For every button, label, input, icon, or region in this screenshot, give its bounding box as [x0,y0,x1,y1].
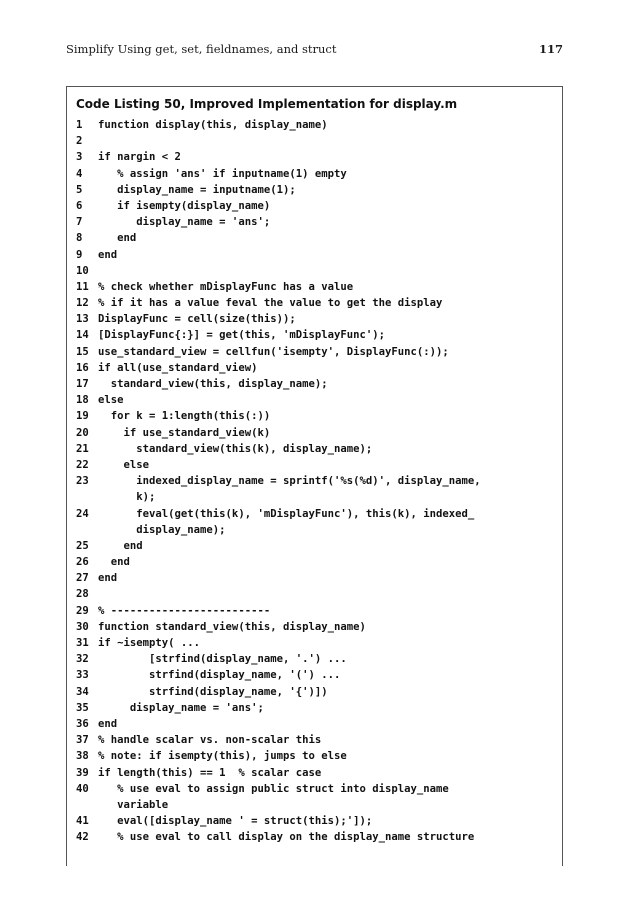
line-code: display_name = inputname(1); [98,183,296,196]
line-number: 40 [76,782,89,795]
line-code: if length(this) == 1 % scalar case [98,766,322,779]
code-line [67,732,562,748]
line-number: 34 [76,685,89,698]
code-line [67,781,562,797]
line-number: 22 [76,458,89,471]
line-number: 39 [76,766,89,779]
code-listing-caption: Code Listing 50, Improved Implementation for display.m [76,97,458,111]
line-number: 24 [76,507,89,520]
code-line [67,247,562,263]
line-number: 42 [76,831,89,844]
code-line [67,619,562,635]
code-line [67,279,562,295]
line-code: if isempty(display_name) [98,199,271,212]
page-number: 117 [538,42,563,56]
line-code: % use eval to assign public struct into display_name [98,782,449,795]
code-line [67,457,562,473]
line-code: strfind(display_name, '(') ... [98,669,341,682]
line-number: 19 [76,410,89,423]
line-code: if all(use_standard_view) [98,361,258,374]
line-code: k); [98,491,156,504]
line-number: 29 [76,604,89,617]
code-line [67,166,562,182]
line-code: display_name = 'ans'; [98,701,264,714]
code-line [67,554,562,570]
line-number: 37 [76,734,89,747]
line-code: % assign 'ans' if inputname(1) empty [98,167,347,180]
line-code: if ~isempty( ... [98,637,201,649]
line-code: standard_view(this, display_name); [98,378,328,390]
line-code: end [98,717,118,730]
code-line [67,651,562,667]
line-code: for k = 1:length(this(:)) [98,410,271,423]
line-number: 4 [76,167,83,180]
line-number: 16 [76,361,89,374]
code-line [67,149,562,165]
code-line [67,311,562,327]
code-line [67,360,562,376]
line-code: end [98,232,137,245]
line-code: [DisplayFunc{:}] = get(this, 'mDisplayFunc'); [98,329,386,342]
line-code: end [98,539,143,552]
line-code: feval(get(this(k), 'mDisplayFunc'), this(k), indexed_ [98,507,475,520]
code-line [67,327,562,343]
line-number: 18 [76,394,89,407]
line-number: 17 [76,378,89,390]
running-header-title: Simplify Using get, set, fieldnames, and struct [66,42,337,56]
line-number: 26 [76,556,89,569]
line-number: 31 [76,637,89,649]
code-line [67,376,562,392]
line-number: 23 [76,475,89,488]
code-line [67,489,562,505]
line-code: if use_standard_view(k) [98,426,271,439]
code-line [67,133,562,149]
code-line [67,344,562,360]
line-code: DisplayFunc = cell(size(this)); [98,313,296,326]
line-number: 36 [76,717,89,730]
line-code: else [98,394,124,407]
code-line [67,684,562,700]
line-number: 15 [76,345,89,358]
line-number: 38 [76,750,89,763]
running-header [66,42,563,58]
code-line [67,716,562,732]
code-line [67,667,562,683]
line-code: % check whether mDisplayFunc has a value [98,280,354,293]
code-line [67,214,562,230]
code-line [67,230,562,246]
code-line [67,813,562,829]
line-number: 6 [76,199,83,212]
line-number: 33 [76,669,89,682]
line-number: 9 [76,248,83,261]
code-line [67,586,562,602]
line-number: 30 [76,620,89,633]
line-number: 13 [76,313,89,326]
line-code: function display(this, display_name) [98,119,328,131]
code-line [67,700,562,716]
code-line [67,829,562,845]
line-code: strfind(display_name, '{')]) [98,685,328,698]
line-number: 2 [76,135,83,148]
code-line [67,295,562,311]
line-code: else [98,458,150,471]
line-number: 7 [76,216,83,229]
line-number: 11 [76,280,89,293]
line-code: % if it has a value feval the value to get the display [98,297,443,310]
line-number: 8 [76,232,83,245]
line-code: eval([display_name ' = struct(this);']); [98,815,373,828]
line-code: % note: if isempty(this), jumps to else [98,750,347,763]
line-code: display_name); [98,523,226,536]
line-code: % use eval to call display on the display_name structure [98,831,475,844]
code-line [67,797,562,813]
code-line [67,570,562,586]
code-listing-box [66,86,563,866]
line-number: 10 [76,264,89,277]
code-line [67,441,562,457]
line-number: 41 [76,815,89,828]
line-number: 14 [76,329,89,342]
line-number: 21 [76,442,89,455]
line-code: end [98,556,130,569]
code-line [67,522,562,538]
code-line [67,506,562,522]
line-code: use_standard_view = cellfun('isempty', DisplayFunc(:)); [98,345,449,358]
line-number: 25 [76,539,89,552]
line-code: end [98,248,118,261]
code-line [67,425,562,441]
code-line [67,538,562,554]
code-line [67,635,562,651]
line-number: 28 [76,588,89,601]
line-code: [strfind(display_name, '.') ... [98,653,347,666]
code-line [67,263,562,279]
line-code: % handle scalar vs. non-scalar this [98,734,322,747]
line-number: 1 [76,119,83,131]
code-line [67,748,562,764]
line-code: if nargin < 2 [98,151,181,164]
line-code: standard_view(this(k), display_name); [98,442,373,455]
code-line [67,392,562,408]
line-code: variable [98,798,169,811]
code-line [67,117,562,133]
code-line [67,765,562,781]
line-code: % ------------------------- [98,604,271,617]
code-listing-body [67,117,562,845]
line-code: end [98,572,118,585]
line-number: 5 [76,183,83,196]
code-line [67,408,562,424]
line-number: 27 [76,572,89,585]
code-line [67,182,562,198]
line-number: 3 [76,151,83,164]
code-line [67,603,562,619]
line-number: 32 [76,653,89,666]
line-number: 12 [76,297,89,310]
line-number: 20 [76,426,89,439]
line-code: indexed_display_name = sprintf('%s(%d)', display_name, [98,475,481,488]
line-code: function standard_view(this, display_name) [98,620,366,633]
line-number: 35 [76,701,89,714]
code-line [67,198,562,214]
line-code: display_name = 'ans'; [98,216,271,229]
code-line [67,473,562,489]
